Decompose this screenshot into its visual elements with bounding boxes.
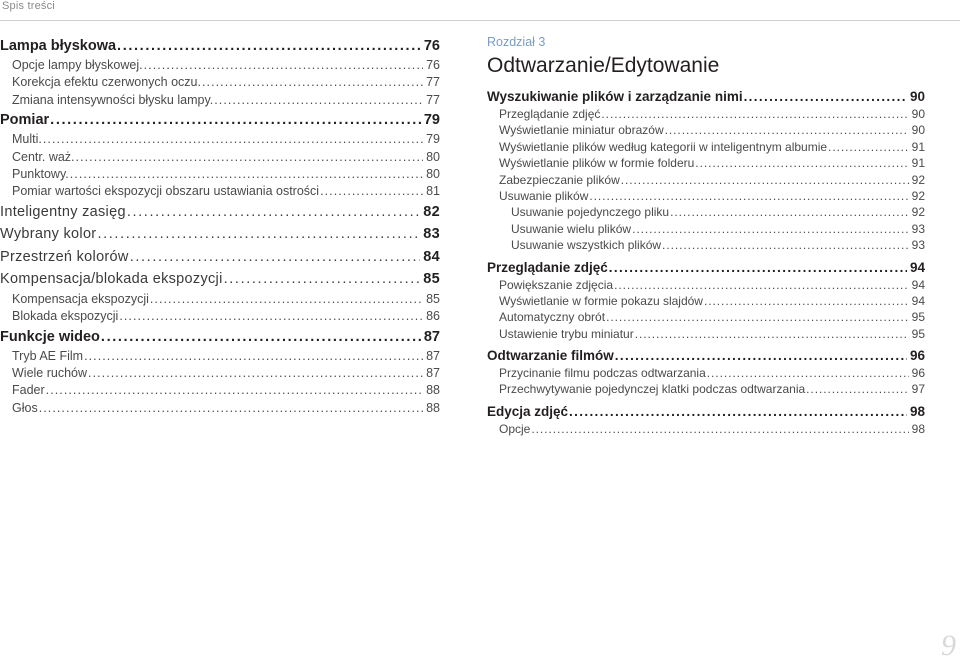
dot-leader: [50, 109, 421, 131]
toc-entry[interactable]: [487, 402, 925, 421]
toc-entry-title: Blokada ekspozycji: [12, 308, 119, 325]
toc-right-entries: [487, 87, 925, 437]
toc-entry[interactable]: [487, 122, 925, 138]
toc-entry-title: Centr. waż.: [12, 149, 76, 166]
toc-entry[interactable]: [0, 57, 440, 74]
toc-entry[interactable]: [0, 348, 440, 365]
toc-entry-page: 76: [423, 38, 440, 54]
toc-entry[interactable]: [0, 268, 440, 291]
toc-entry-title: Opcje: [499, 421, 531, 436]
dot-leader: [119, 308, 423, 325]
toc-entry-page: 79: [423, 112, 440, 129]
toc-entry[interactable]: [0, 109, 440, 131]
dot-leader: [531, 421, 908, 437]
dot-leader: [127, 201, 420, 224]
toc-entry-title: Wyświetlanie plików w formie folderu: [499, 156, 695, 171]
toc-entry[interactable]: [0, 308, 440, 325]
toc-entry-title: Korekcja efektu czerwonych oczu.: [12, 74, 202, 91]
toc-entry-page: 95: [911, 310, 925, 325]
toc-entry[interactable]: [487, 155, 925, 171]
toc-entry-title: Usuwanie pojedynczego pliku: [511, 205, 670, 220]
toc-entry-page: 87: [426, 348, 440, 363]
dot-leader: [130, 246, 421, 269]
dot-leader: [695, 155, 908, 171]
dot-leader: [609, 258, 907, 277]
dot-leader: [606, 309, 909, 325]
toc-entry[interactable]: [0, 201, 440, 224]
toc-entry-page: 98: [911, 421, 925, 436]
chapter-label: Rozdział 3: [487, 35, 546, 49]
toc-entry-title: Wyszukiwanie plików i zarządzanie nimi: [487, 89, 743, 104]
toc-entry-page: 91: [911, 139, 925, 154]
dot-leader: [614, 277, 909, 293]
toc-entry-title: Funkcje wideo: [0, 326, 101, 348]
toc-entry[interactable]: [0, 291, 440, 308]
toc-entry[interactable]: [487, 172, 925, 188]
dot-leader: [88, 365, 423, 382]
toc-entry-title: Usuwanie plików: [499, 188, 589, 203]
toc-entry-title: Lampa błyskowa: [0, 35, 117, 57]
toc-entry-page: 94: [911, 293, 925, 308]
dot-leader: [202, 74, 423, 91]
toc-entry-page: 77: [426, 75, 440, 90]
toc-left-column: [0, 35, 440, 417]
toc-entry-page: 83: [423, 226, 440, 243]
toc-entry-page: 80: [426, 166, 440, 181]
dot-leader: [635, 326, 909, 342]
toc-entry-title: Zmiana intensywności błysku lampy.: [12, 92, 214, 109]
toc-entry-page: 88: [426, 400, 440, 415]
toc-entry[interactable]: [487, 139, 925, 155]
toc-entry[interactable]: [487, 421, 925, 437]
dot-leader: [46, 382, 423, 399]
toc-entry-page: 88: [426, 383, 440, 398]
toc-entry[interactable]: [487, 293, 925, 309]
dot-leader: [144, 57, 423, 74]
toc-entry-title: Automatyczny obrót: [499, 310, 606, 325]
toc-entry[interactable]: [0, 223, 440, 246]
toc-entry-title: Przestrzeń kolorów: [0, 246, 130, 269]
toc-entry[interactable]: [487, 258, 925, 277]
toc-entry-page: 93: [911, 238, 925, 253]
dot-leader: [39, 400, 423, 417]
toc-entry-title: Tryb AE Film: [12, 348, 84, 365]
toc-entry-page: 87: [423, 328, 440, 345]
dot-leader: [320, 183, 423, 200]
toc-entry-page: 90: [911, 123, 925, 138]
toc-entry-title: Pomiar: [0, 109, 50, 131]
dot-leader: [615, 346, 907, 365]
dot-leader: [704, 293, 909, 309]
toc-entry-title: Kompensacja ekspozycji: [12, 291, 150, 308]
toc-right-column: [487, 33, 925, 437]
toc-entry-page: 90: [909, 89, 925, 104]
dot-leader: [662, 237, 909, 253]
dot-leader: [84, 348, 423, 365]
toc-entry[interactable]: [0, 183, 440, 200]
toc-entry[interactable]: [487, 346, 925, 365]
toc-entry-page: 92: [911, 172, 925, 187]
dot-leader: [806, 381, 908, 397]
toc-entry-title: Powiększanie zdjęcia: [499, 277, 614, 292]
dot-leader: [670, 204, 909, 220]
section-header-label: Spis treści: [2, 0, 55, 12]
toc-entry[interactable]: [487, 309, 925, 325]
toc-entry-title: Inteligentny zasięg: [0, 201, 127, 224]
toc-entry[interactable]: [487, 106, 925, 122]
toc-entry-title: Zabezpieczanie plików: [499, 172, 620, 187]
toc-entry-page: 82: [423, 203, 440, 220]
toc-entry[interactable]: [0, 35, 440, 57]
chapter-title: Odtwarzanie/Edytowanie: [487, 54, 720, 77]
toc-entry[interactable]: [487, 381, 925, 397]
dot-leader: [224, 268, 421, 291]
toc-entry[interactable]: [487, 204, 925, 220]
toc-entry-page: 96: [909, 348, 925, 364]
toc-entry-page: 98: [909, 403, 925, 419]
dot-leader: [665, 122, 909, 138]
toc-entry-page: 76: [426, 58, 440, 72]
toc-entry-title: Wyświetlanie miniatur obrazów: [499, 123, 664, 138]
toc-entry-page: 94: [911, 277, 925, 292]
toc-entry-title: Wybrany kolor: [0, 223, 97, 246]
toc-entry-page: 80: [426, 149, 440, 164]
dot-leader: [101, 326, 421, 348]
toc-entry-title: Przeglądanie zdjęć: [487, 259, 608, 275]
toc-entry-title: Głos: [12, 400, 39, 417]
toc-entry-page: 79: [426, 132, 440, 147]
toc-entry-page: 91: [911, 156, 925, 171]
dot-leader: [569, 402, 907, 421]
toc-entry[interactable]: [0, 92, 440, 109]
dot-leader: [97, 223, 420, 246]
toc-entry[interactable]: [487, 87, 925, 106]
toc-entry-page: 86: [426, 309, 440, 324]
dot-leader: [828, 139, 909, 155]
toc-entry[interactable]: [487, 237, 925, 253]
dot-leader: [744, 87, 907, 106]
toc-entry-title: Wyświetlanie w formie pokazu slajdów: [499, 293, 703, 308]
toc-entry-title: Punktowy.: [12, 166, 70, 183]
dot-leader: [150, 291, 423, 308]
toc-entry-title: Przeglądanie zdjęć: [499, 107, 601, 121]
toc-entry-page: 81: [426, 184, 440, 199]
toc-entry-page: 84: [423, 248, 440, 265]
toc-entry-page: 90: [911, 107, 925, 121]
toc-entry-title: Przycinanie filmu podczas odtwarzania: [499, 366, 706, 381]
dot-leader: [621, 172, 909, 188]
toc-entry[interactable]: [0, 131, 440, 148]
toc-entry-page: 93: [911, 221, 925, 236]
toc-entry-title: Wiele ruchów: [12, 365, 88, 382]
dot-leader: [707, 365, 909, 381]
toc-entry-page: 97: [911, 382, 925, 397]
dot-leader: [70, 166, 423, 183]
toc-entry-title: Odtwarzanie filmów: [487, 348, 614, 364]
dot-leader: [43, 131, 423, 148]
dot-leader: [632, 221, 909, 237]
toc-entry-page: 77: [426, 92, 440, 107]
toc-entry[interactable]: [0, 382, 440, 399]
toc-entry-page: 85: [426, 291, 440, 306]
toc-entry[interactable]: [0, 400, 440, 417]
toc-entry-page: 92: [911, 205, 925, 220]
header-divider: [0, 20, 960, 21]
toc-entry-page: 92: [911, 188, 925, 203]
toc-entry-title: Multi.: [12, 131, 43, 148]
toc-entry-page: 96: [911, 366, 925, 381]
toc-entry-page: 87: [426, 365, 440, 380]
toc-entry[interactable]: [487, 188, 925, 204]
page-number: 9: [941, 629, 956, 662]
toc-entry[interactable]: [487, 365, 925, 381]
dot-leader: [589, 188, 908, 204]
toc-entry-title: Edycja zdjęć: [487, 403, 569, 419]
toc-entry-page: 85: [423, 271, 440, 288]
dot-leader: [214, 92, 423, 109]
dot-leader: [601, 106, 908, 122]
toc-entry-title: Kompensacja/blokada ekspozycji: [0, 268, 224, 291]
toc-entry-page: 95: [911, 326, 925, 341]
toc-entry-title: Wyświetlanie plików według kategorii w inteligentnym albumie: [499, 139, 828, 154]
toc-entry-title: Pomiar wartości ekspozycji obszaru ustawiania ostrości: [12, 183, 320, 200]
toc-entry[interactable]: [487, 326, 925, 342]
toc-entry-page: 94: [909, 259, 925, 275]
toc-entry-title: Fader: [12, 382, 46, 399]
toc-entry-title: Opcje lampy błyskowej.: [12, 57, 144, 74]
toc-entry-title: Usuwanie wszystkich plików: [511, 238, 662, 253]
toc-entry[interactable]: [0, 246, 440, 269]
toc-entry-title: Przechwytywanie pojedynczej klatki podczas odtwarzania: [499, 382, 806, 397]
toc-entry-title: Usuwanie wielu plików: [511, 221, 632, 236]
toc-entry[interactable]: [0, 74, 440, 91]
toc-entry[interactable]: [0, 365, 440, 382]
toc-entry[interactable]: [0, 166, 440, 183]
toc-entry[interactable]: [0, 149, 440, 166]
dot-leader: [76, 149, 424, 166]
toc-entry-title: Ustawienie trybu miniatur: [499, 326, 634, 341]
dot-leader: [117, 35, 421, 57]
toc-entry[interactable]: [0, 326, 440, 348]
toc-entry[interactable]: [487, 277, 925, 293]
toc-entry[interactable]: [487, 221, 925, 237]
